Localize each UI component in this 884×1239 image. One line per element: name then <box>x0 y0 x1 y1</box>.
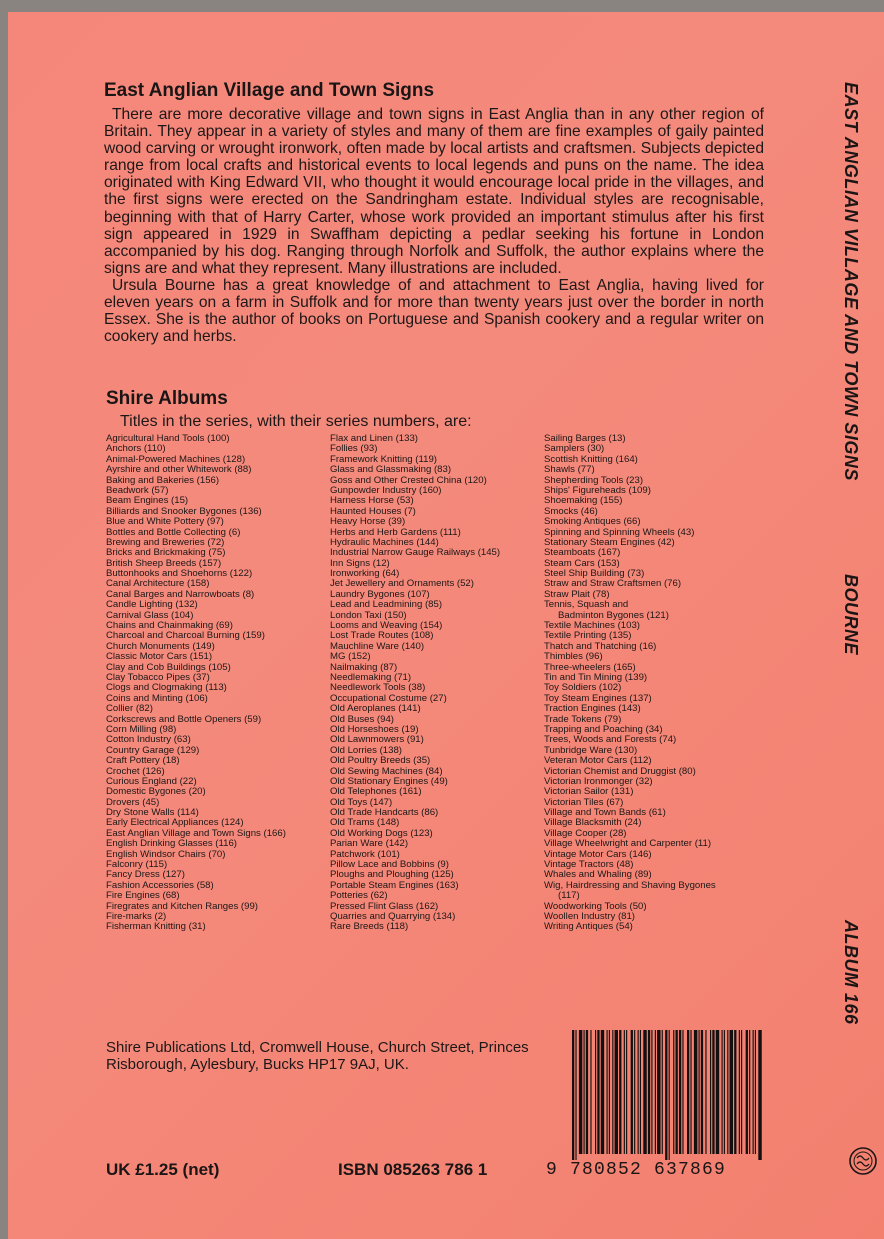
series-title-item: Old Horseshoes (19) <box>330 723 419 735</box>
series-title-item: Agricultural Hand Tools (100) <box>106 433 230 444</box>
series-title-item: Thimbles (96) <box>544 651 603 663</box>
book-title-heading: East Anglian Village and Town Signs <box>104 80 435 101</box>
barcode-bar <box>701 1030 703 1154</box>
series-title-item: Vintage Tractors (48) <box>544 859 634 871</box>
series-title-item: Needlework Tools (38) <box>330 682 426 694</box>
barcode-bar <box>716 1030 719 1154</box>
barcode-bar <box>758 1030 761 1160</box>
series-title-item: Textile Printing (135) <box>544 630 632 642</box>
series-title-item: Lost Trade Routes (108) <box>330 630 434 642</box>
series-title-item: Craft Pottery (18) <box>106 755 180 767</box>
series-title-item: Victorian Chemist and Druggist (80) <box>544 765 696 777</box>
barcode-bar <box>612 1030 613 1154</box>
spine-album-number: ALBUM 166 <box>841 920 861 1025</box>
barcode-bar <box>655 1030 656 1154</box>
series-title-item: Clay and Cob Buildings (105) <box>106 661 231 673</box>
series-title-item: Fashion Accessories (58) <box>106 879 214 891</box>
series-title-item: Toy Soldiers (102) <box>544 682 622 694</box>
series-title-item: Old Trade Handcarts (86) <box>330 807 439 819</box>
series-title-item: Classic Motor Cars (151) <box>106 651 213 663</box>
series-title-item: Thatch and Thatching (16) <box>544 640 657 652</box>
series-title-item: Old Sewing Machines (84) <box>330 765 443 777</box>
barcode-bar <box>741 1030 742 1154</box>
series-title-item: Wig, Hairdressing and Shaving Bygones <box>544 879 716 891</box>
series-title-item: Old Lawnmowers (91) <box>330 734 424 746</box>
barcode-bar <box>657 1030 660 1154</box>
series-title-item: Collier (82) <box>106 703 153 715</box>
series-title-item: Candle Lighting (132) <box>106 599 198 611</box>
series-title-item: Framework Knitting (119) <box>330 453 437 465</box>
series-title-item: Blue and White Pottery (97) <box>106 516 224 528</box>
barcode-bar <box>651 1030 652 1154</box>
shire-logo-icon <box>848 1146 878 1176</box>
barcode-bar <box>590 1030 591 1154</box>
series-title-item: Village Cooper (28) <box>544 827 627 839</box>
series-title-item: Industrial Narrow Gauge Railways (145) <box>330 547 501 559</box>
series-title-item: Beadwork (57) <box>106 484 169 496</box>
series-title-item: Victorian Sailor (131) <box>544 786 634 798</box>
barcode-bar <box>579 1030 582 1154</box>
series-title-item: Trees, Woods and Forests (74) <box>544 734 677 746</box>
series-title-item: Samplers (30) <box>544 443 605 455</box>
series-title-item: Ironworking (64) <box>330 568 400 580</box>
series-title-item: Old Telephones (161) <box>330 786 422 798</box>
barcode-bar <box>682 1030 683 1154</box>
series-title-item: Falconry (115) <box>106 859 168 871</box>
series-title-item: Haunted Houses (7) <box>330 505 416 517</box>
series-title-item: British Sheep Breeds (157) <box>106 557 222 569</box>
series-title-item: Glass and Glassmaking (83) <box>330 464 452 476</box>
series-title-item: Old Toys (147) <box>330 796 393 808</box>
series-title-item: Clay Tobacco Pipes (37) <box>106 671 210 683</box>
series-title-item: Crochet (126) <box>106 765 165 777</box>
blurb-paragraph-author: Ursula Bourne has a great knowledge of and attachment to East Anglia, having lived for eleven years on a farm in Suffolk and for more than twenty years just over the border in north Essex. She is the author of books on Portuguese and Spanish cookery and a regular writer on cookery and herbs. <box>104 276 764 346</box>
series-title-item: Vintage Motor Cars (146) <box>544 848 652 860</box>
barcode-bar <box>648 1030 650 1154</box>
back-cover <box>8 12 884 1239</box>
series-title-item: Veteran Motor Cars (112) <box>544 755 652 767</box>
series-title-item: Trade Tokens (79) <box>544 713 622 725</box>
series-title-item: Village and Town Bands (61) <box>544 807 666 819</box>
series-title-item: Old Working Dogs (123) <box>330 827 433 839</box>
series-title-item: Gunpowder Industry (160) <box>330 484 442 496</box>
barcode-bar <box>575 1030 576 1160</box>
series-list-column-3 <box>544 434 716 933</box>
series-title-item: Quarries and Quarrying (134) <box>330 910 456 922</box>
series-title-item: Traction Engines (143) <box>544 703 641 715</box>
series-title-item: Ayrshire and other Whitework (88) <box>106 464 252 476</box>
series-title-item: Ploughs and Ploughing (125) <box>330 869 454 881</box>
series-title-item: Nailmaking (87) <box>330 661 398 673</box>
series-title-item: Rare Breeds (118) <box>330 921 409 933</box>
series-title-item: Writing Antiques (54) <box>544 921 633 933</box>
series-title-item: Fancy Dress (127) <box>106 869 185 881</box>
barcode-bar <box>749 1030 750 1154</box>
series-title-item: Steel Ship Building (73) <box>544 568 645 580</box>
barcode-bar <box>662 1030 663 1154</box>
series-title-item: Badminton Bygones (121) <box>558 609 669 621</box>
series-title-item: Fire Engines (68) <box>106 890 180 902</box>
barcode-bar <box>615 1030 618 1154</box>
series-title-item: Victorian Ironmonger (32) <box>544 775 653 787</box>
series-title-item: Hydraulic Machines (144) <box>330 536 439 548</box>
barcode-bar <box>595 1030 596 1154</box>
series-title-item: Canal Barges and Narrowboats (8) <box>106 588 255 600</box>
series-title-item: Domestic Bygones (20) <box>106 786 206 798</box>
series-title-item: Brewing and Breweries (72) <box>106 536 225 548</box>
series-title-item: Straw Plait (78) <box>544 588 610 600</box>
series-title-item: English Windsor Chairs (70) <box>106 848 226 860</box>
barcode-bar <box>722 1030 723 1154</box>
series-title-item: Shepherding Tools (23) <box>544 474 644 486</box>
blurb-paragraph-description: There are more decorative village and town signs in East Anglia than in any other region of Britain. They appear in a variety of styles and many of them are fine examples of gaily painted wood carving or wrought ironwork, often made by local artists and craftsmen. Subjects depicted range from local crafts and historical events to local legends and puns on the name. The idea originated with King Edward VII, who thought it would encourage local pride in the villages, and the first signs were erected on the Sandringham estate. Individual styles are recognisable, beginning with that of Harry Carter, whose work provided an important stimulus after his first sign appeared in 1929 in Swaffham depicting a pedlar seeking his fortune in London accompanied by his dog. Ranging through Norfolk and Suffolk, the author explains where the signs are and what they represent. Many illustrations are included. <box>104 106 764 277</box>
series-title-item: Harness Horse (53) <box>330 495 414 507</box>
series-title-item: Follies (93) <box>330 443 378 455</box>
series-title-item: Smocks (46) <box>544 505 598 517</box>
series-heading: Shire Albums <box>106 388 228 409</box>
series-title-item: Scottish Knitting (164) <box>544 453 638 465</box>
blurb <box>104 106 764 345</box>
series-title-item: Potteries (62) <box>330 890 388 902</box>
series-title-item: Old Stationary Engines (49) <box>330 775 448 787</box>
series-title-item: Coins and Minting (106) <box>106 692 208 704</box>
series-title-item: Church Monuments (149) <box>106 640 215 652</box>
series-title-item: Patchwork (101) <box>330 848 400 860</box>
series-title-item: Charcoal and Charcoal Burning (159) <box>106 630 265 642</box>
series-title-item: Victorian Tiles (67) <box>544 796 624 808</box>
barcode-bar <box>730 1030 733 1154</box>
series-title-item: Looms and Weaving (154) <box>330 620 443 632</box>
barcode-bar <box>626 1030 627 1154</box>
spine-title: EAST ANGLIAN VILLAGE AND TOWN SIGNS <box>841 82 861 481</box>
barcode-bar <box>746 1030 748 1154</box>
series-title-item: Heavy Horse (39) <box>330 516 406 528</box>
barcode-bar <box>669 1030 670 1160</box>
barcode-bar <box>638 1030 639 1154</box>
series-title-item: Parian Ware (142) <box>330 838 409 850</box>
barcode-bar <box>601 1030 604 1154</box>
series-title-item: Goss and Other Crested China (120) <box>330 474 487 486</box>
barcode <box>570 1030 764 1160</box>
barcode-bar <box>640 1030 641 1154</box>
series-list-column-2 <box>330 434 500 933</box>
series-title-item: Sailing Barges (13) <box>544 433 626 444</box>
series-title-item: Lead and Leadmining (85) <box>330 599 443 611</box>
series-title-item: Steamboats (167) <box>544 547 621 559</box>
barcode-bar <box>690 1030 691 1154</box>
barcode-digits: 9 780852 637869 <box>546 1160 727 1180</box>
series-title-item: Billiards and Snooker Bygones (136) <box>106 505 262 517</box>
series-title-item: Three-wheelers (165) <box>544 661 636 673</box>
series-intro: Titles in the series, with their series numbers, are: <box>120 413 472 430</box>
barcode-bar <box>634 1030 635 1154</box>
series-list-column-1 <box>106 434 286 933</box>
series-title-item: Trapping and Poaching (34) <box>544 723 663 735</box>
price-label: UK £1.25 (net) <box>106 1160 220 1179</box>
series-title-item: Woodworking Tools (50) <box>544 900 647 912</box>
series-title-item: Fisherman Knitting (31) <box>106 921 206 933</box>
series-title-item: Old Aeroplanes (141) <box>330 703 421 715</box>
series-title-item: Bricks and Brickmaking (75) <box>106 547 226 559</box>
series-title-item: Smoking Antiques (66) <box>544 516 641 528</box>
series-title-item: Beam Engines (15) <box>106 495 189 507</box>
series-title-item: Stationary Steam Engines (42) <box>544 536 675 548</box>
series-title-item: Ships' Figureheads (109) <box>544 484 651 496</box>
barcode-bar <box>694 1030 697 1154</box>
barcode-bar <box>586 1030 588 1154</box>
series-title-item: Straw and Straw Craftsmen (76) <box>544 578 682 590</box>
series-title-item: Pillow Lace and Bobbins (9) <box>330 859 449 871</box>
series-title-item: Curious England (22) <box>106 775 197 787</box>
series-title-item: Dry Stone Walls (114) <box>106 807 199 819</box>
series-title-item: Clogs and Clogmaking (113) <box>106 682 227 694</box>
series-title-item: Jet Jewellery and Ornaments (52) <box>330 578 474 590</box>
series-title-item: Drovers (45) <box>106 796 160 808</box>
barcode-bar <box>665 1030 667 1160</box>
series-title-item: Tin and Tin Mining (139) <box>544 671 648 683</box>
series-title-item: Flax and Linen (133) <box>330 433 418 444</box>
series-title-item: Tunbridge Ware (130) <box>544 744 638 756</box>
series-title-item: Toy Steam Engines (137) <box>544 692 652 704</box>
series-title-item: Tennis, Squash and <box>544 599 629 611</box>
barcode-bar <box>609 1030 610 1154</box>
barcode-bar <box>572 1030 574 1160</box>
series-title-item: Old Buses (94) <box>330 713 394 725</box>
barcode-bar <box>584 1030 585 1154</box>
barcode-bar <box>755 1030 756 1154</box>
series-title-item: Inn Signs (12) <box>330 557 390 569</box>
series-title-item: Bottles and Bottle Collecting (6) <box>106 526 241 538</box>
spine <box>840 82 884 1162</box>
series-title-item: Spinning and Spinning Wheels (43) <box>544 526 695 538</box>
series-title-item: Steam Cars (153) <box>544 557 620 569</box>
series-title-item: Laundry Bygones (107) <box>330 588 430 600</box>
barcode-bar <box>673 1030 674 1154</box>
series-title-item: Corn Milling (98) <box>106 723 177 735</box>
series-title-item: Woollen Industry (81) <box>544 910 636 922</box>
series-title-item: East Anglian Village and Town Signs (166) <box>106 827 286 839</box>
barcode-bar <box>687 1030 689 1154</box>
series-title-item: Fire-marks (2) <box>106 910 167 922</box>
series-title-item: Animal-Powered Machines (128) <box>106 453 246 465</box>
barcode-bar <box>712 1030 714 1154</box>
barcode-bar <box>753 1030 754 1154</box>
barcode-bar <box>705 1030 706 1154</box>
series-title-item: Old Lorries (138) <box>330 744 402 756</box>
series-title-item: Cotton Industry (63) <box>106 734 191 746</box>
series-title-item: Textile Machines (103) <box>544 620 640 632</box>
barcode-bar <box>607 1030 608 1154</box>
series-title-item: Occupational Costume (27) <box>330 692 447 704</box>
series-title-item: Portable Steam Engines (163) <box>330 879 459 891</box>
series-title-item: Shoemaking (155) <box>544 495 623 507</box>
spine-author: BOURNE <box>841 574 861 656</box>
series-title-item: Buttonhooks and Shoehorns (122) <box>106 568 253 580</box>
series-title-item: Old Trams (148) <box>330 817 400 829</box>
series-title-item: Mauchline Ware (140) <box>330 640 425 652</box>
series-title-item: Whales and Whaling (89) <box>544 869 652 881</box>
series-title-item: London Taxi (150) <box>330 609 407 621</box>
barcode-bar <box>676 1030 678 1154</box>
series-title-item: Baking and Bakeries (156) <box>106 474 220 486</box>
series-title-item: Early Electrical Appliances (124) <box>106 817 244 829</box>
series-title-item: Anchors (110) <box>106 443 166 455</box>
series-title-item: English Drinking Glasses (116) <box>106 838 237 850</box>
series-title-item: Country Garage (129) <box>106 744 200 756</box>
barcode-bar <box>679 1030 681 1154</box>
series-title-item: MG (152) <box>330 651 371 663</box>
barcode-bar <box>710 1030 711 1154</box>
barcode-bar <box>739 1030 740 1154</box>
barcode-bar <box>631 1030 633 1154</box>
barcode-bar <box>699 1030 700 1154</box>
series-title-item: Village Wheelwright and Carpenter (11) <box>544 838 712 850</box>
series-title-item: Chains and Chainmaking (69) <box>106 620 233 632</box>
barcode-bar <box>724 1030 725 1154</box>
series-title-item: Old Poultry Breeds (35) <box>330 755 431 767</box>
barcode-bar <box>643 1030 646 1154</box>
barcode-bar <box>727 1030 728 1154</box>
series-title-item: (117) <box>558 890 580 902</box>
barcode-bar <box>734 1030 736 1154</box>
isbn-label: ISBN 085263 786 1 <box>338 1160 488 1179</box>
publisher-address: Shire Publications Ltd, Cromwell House, Church Street, Princes Risborough, Aylesbury, Bucks HP17 9AJ, UK. <box>106 1039 529 1073</box>
barcode-bar <box>624 1030 625 1154</box>
series-title-item: Canal Architecture (158) <box>106 578 210 590</box>
series-title-item: Village Blacksmith (24) <box>544 817 642 829</box>
series-title-item: Needlemaking (71) <box>330 671 412 683</box>
series-title-item: Carnival Glass (104) <box>106 609 194 621</box>
series-title-item: Corkscrews and Bottle Openers (59) <box>106 713 262 725</box>
series-title-item: Herbs and Herb Gardens (111) <box>330 526 461 538</box>
series-title-item: Pressed Flint Glass (162) <box>330 900 439 912</box>
series-title-item: Firegrates and Kitchen Ranges (99) <box>106 900 258 912</box>
barcode-bar <box>619 1030 621 1154</box>
series-title-item: Shawls (77) <box>544 464 595 476</box>
barcode-bar <box>597 1030 599 1154</box>
